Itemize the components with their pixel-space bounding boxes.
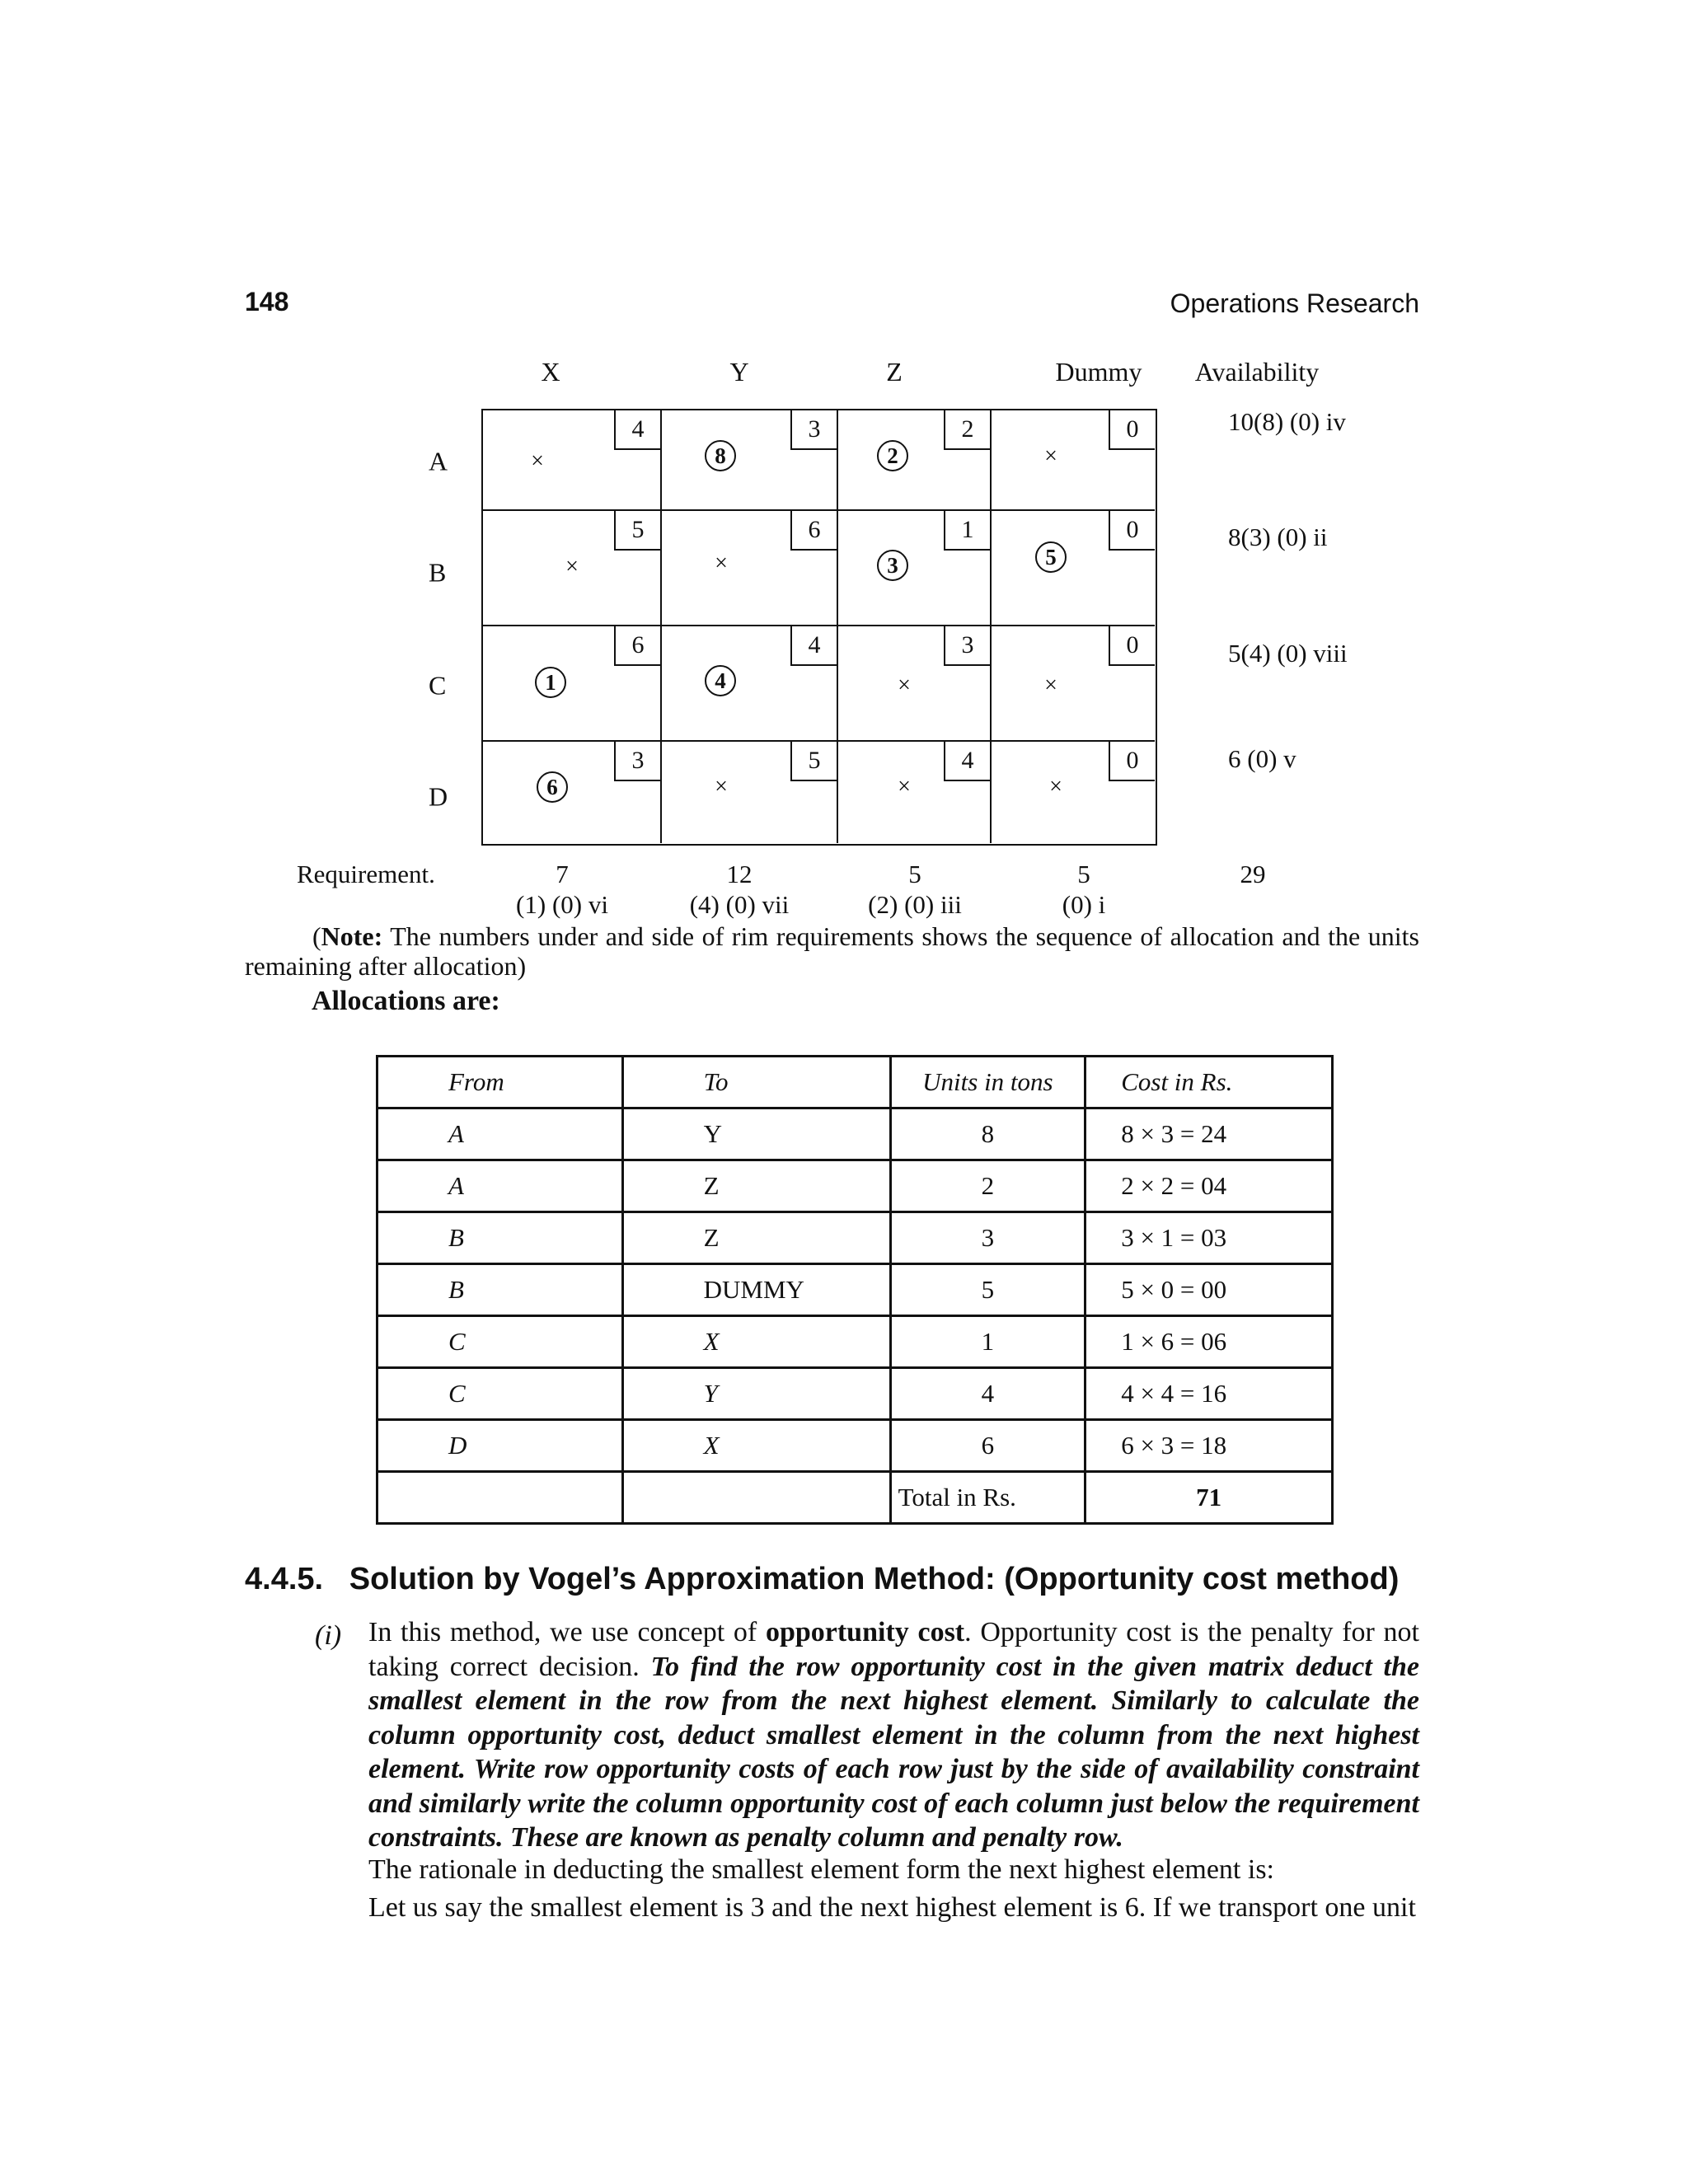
allocation-circle: 4 xyxy=(705,665,736,696)
units-cell: 6 xyxy=(890,1420,1085,1472)
requirement-y: 12 xyxy=(726,860,753,888)
cost-box: 4 xyxy=(944,742,990,781)
cost-box: 1 xyxy=(944,511,990,551)
cost-cell: 1 × 6 = 06 xyxy=(1085,1316,1333,1368)
cost-box: 3 xyxy=(790,410,837,450)
cost-box: 0 xyxy=(1109,626,1155,666)
requirement-dummy: 5 xyxy=(1077,860,1090,888)
paragraph-bold-term: opportunity cost xyxy=(765,1617,965,1647)
cross-mark: × xyxy=(1044,443,1057,469)
cross-mark: × xyxy=(898,774,911,799)
cell-b-x xyxy=(483,511,662,626)
requirement-x: 7 xyxy=(556,860,569,888)
allocation-circle: 6 xyxy=(537,771,568,803)
cost-cell: 3 × 1 = 03 xyxy=(1085,1212,1333,1264)
note-text: The numbers under and side of rim requirements shows the sequence of allocation and the units remaining after allocation) xyxy=(245,921,1419,981)
column-header-dummy: Dummy xyxy=(1055,357,1142,387)
to-cell: X xyxy=(622,1316,890,1368)
cell-c-z xyxy=(838,626,992,742)
total-value: 71 xyxy=(1085,1472,1333,1524)
section-heading: 4.4.5. Solution by Vogel’s Approximation Method: (Opportunity cost method) xyxy=(245,1562,1400,1596)
body-paragraph xyxy=(368,1615,1419,1855)
column-header-z: Z xyxy=(886,357,903,387)
table-header-row xyxy=(377,1057,1333,1108)
from-cell: C xyxy=(377,1316,623,1368)
empty-cell xyxy=(622,1472,890,1524)
header-from: From xyxy=(377,1057,623,1108)
availability-a: 10(8) (0) iv xyxy=(1228,407,1346,436)
row-header-b: B xyxy=(429,557,447,588)
table-total-row xyxy=(377,1472,1333,1524)
from-cell: D xyxy=(377,1420,623,1472)
cell-b-y xyxy=(662,511,838,626)
cost-box: 5 xyxy=(614,511,660,551)
cost-box: 0 xyxy=(1109,742,1155,781)
row-header-a: A xyxy=(429,446,448,476)
cell-a-y xyxy=(662,410,838,511)
table-row xyxy=(377,1160,1333,1212)
cross-mark: × xyxy=(898,673,911,698)
cost-box: 6 xyxy=(790,511,837,551)
cell-c-x xyxy=(483,626,662,742)
allocation-circle: 2 xyxy=(877,440,908,471)
requirement-z: 5 xyxy=(908,860,921,888)
cross-mark: × xyxy=(565,554,579,579)
from-cell: C xyxy=(377,1368,623,1420)
rationale-line: The rationale in deducting the smallest element form the next highest element is: xyxy=(368,1854,1275,1885)
cell-d-dummy xyxy=(992,742,1155,843)
cost-box: 0 xyxy=(1109,410,1155,450)
cross-mark: × xyxy=(715,551,728,576)
page-number: 148 xyxy=(245,287,289,316)
cost-cell: 8 × 3 = 24 xyxy=(1085,1108,1333,1160)
row-header-c: C xyxy=(429,670,447,701)
example-line: Let us say the smallest element is 3 and the next highest element is 6. If we transport one unit xyxy=(368,1892,1416,1923)
table-row xyxy=(377,1212,1333,1264)
units-cell: 8 xyxy=(890,1108,1085,1160)
cost-box: 0 xyxy=(1109,511,1155,551)
cell-d-z xyxy=(838,742,992,843)
table-row xyxy=(377,1264,1333,1316)
cell-a-dummy xyxy=(992,410,1155,511)
cross-mark: × xyxy=(531,448,544,474)
column-header-availability: Availability xyxy=(1194,357,1320,387)
availability-d: 6 (0) v xyxy=(1228,744,1296,773)
header-cost: Cost in Rs. xyxy=(1085,1057,1333,1108)
from-cell: A xyxy=(377,1108,623,1160)
cell-b-z xyxy=(838,511,992,626)
allocation-table xyxy=(376,1055,1334,1525)
cost-cell: 4 × 4 = 16 xyxy=(1085,1368,1333,1420)
units-cell: 4 xyxy=(890,1368,1085,1420)
from-cell: B xyxy=(377,1264,623,1316)
cost-box: 3 xyxy=(944,626,990,666)
cross-mark: × xyxy=(715,774,728,799)
note-paragraph: (Note: The numbers under and side of rim requirements shows the sequence of allocation and the units remaining after allocation) xyxy=(245,921,1419,981)
requirement-sequence-dummy: (0) i xyxy=(1062,890,1106,919)
list-label: (i) xyxy=(315,1620,342,1651)
cell-d-y xyxy=(662,742,838,843)
cell-c-y xyxy=(662,626,838,742)
cost-cell: 2 × 2 = 04 xyxy=(1085,1160,1333,1212)
table-row xyxy=(377,1108,1333,1160)
row-header-d: D xyxy=(429,781,448,812)
cell-d-x xyxy=(483,742,662,843)
from-cell: B xyxy=(377,1212,623,1264)
units-cell: 2 xyxy=(890,1160,1085,1212)
requirement-sequence-z: (2) (0) iii xyxy=(868,890,962,919)
column-header-y: Y xyxy=(729,357,749,387)
requirement-sequence-y: (4) (0) vii xyxy=(689,890,790,919)
transportation-matrix xyxy=(481,409,1157,846)
requirement-label: Requirement. xyxy=(297,860,435,888)
header-units: Units in tons xyxy=(890,1057,1085,1108)
cost-box: 3 xyxy=(614,742,660,781)
to-cell: DUMMY xyxy=(622,1264,890,1316)
availability-c: 5(4) (0) viii xyxy=(1228,639,1348,668)
paragraph-emphasis: To find the row opportunity cost in the given matrix deduct the smallest element in the row from the next highest element. Similarly to calculate the column opportunity cost, deduct smallest element in the column from the next highest element. Write row opportunity costs of each row just by the side of availability constraint and similarly write the column opportunity cost of each column just below the requirement constraints. These are known as penalty column and penalty row. xyxy=(368,1651,1419,1853)
cost-box: 4 xyxy=(614,410,660,450)
cross-mark: × xyxy=(1044,673,1057,698)
column-header-x: X xyxy=(541,357,560,387)
header-to: To xyxy=(622,1057,890,1108)
allocation-circle: 8 xyxy=(705,440,736,471)
allocations-title: Allocations are: xyxy=(312,986,500,1016)
table-row xyxy=(377,1316,1333,1368)
cost-box: 2 xyxy=(944,410,990,450)
availability-b: 8(3) (0) ii xyxy=(1228,523,1328,551)
to-cell: X xyxy=(622,1420,890,1472)
cost-box: 6 xyxy=(614,626,660,666)
cell-b-dummy xyxy=(992,511,1155,626)
units-cell: 1 xyxy=(890,1316,1085,1368)
units-cell: 5 xyxy=(890,1264,1085,1316)
running-title: Operations Research xyxy=(1170,288,1419,318)
cross-mark: × xyxy=(1049,774,1062,799)
to-cell: Z xyxy=(622,1212,890,1264)
table-row xyxy=(377,1368,1333,1420)
to-cell: Z xyxy=(622,1160,890,1212)
allocation-circle: 1 xyxy=(535,667,566,698)
units-cell: 3 xyxy=(890,1212,1085,1264)
to-cell: Y xyxy=(622,1108,890,1160)
cost-box: 5 xyxy=(790,742,837,781)
requirement-total: 29 xyxy=(1240,860,1266,888)
table-row xyxy=(377,1420,1333,1472)
paragraph-intro: In this method, we use concept of xyxy=(368,1617,766,1647)
allocation-circle: 5 xyxy=(1035,541,1067,573)
from-cell: A xyxy=(377,1160,623,1212)
cost-cell: 5 × 0 = 00 xyxy=(1085,1264,1333,1316)
empty-cell xyxy=(377,1472,623,1524)
total-label: Total in Rs. xyxy=(890,1472,1085,1524)
cell-a-x xyxy=(483,410,662,511)
paragraph-mid: . Opportunity cost is the penalty for not taking correct decision. xyxy=(368,1617,1420,1682)
cell-a-z xyxy=(838,410,992,511)
to-cell: Y xyxy=(622,1368,890,1420)
cost-box: 4 xyxy=(790,626,837,666)
note-label: Note: xyxy=(321,921,383,951)
allocation-circle: 3 xyxy=(877,550,908,581)
cell-c-dummy xyxy=(992,626,1155,742)
cost-cell: 6 × 3 = 18 xyxy=(1085,1420,1333,1472)
requirement-sequence-x: (1) (0) vi xyxy=(516,890,608,919)
